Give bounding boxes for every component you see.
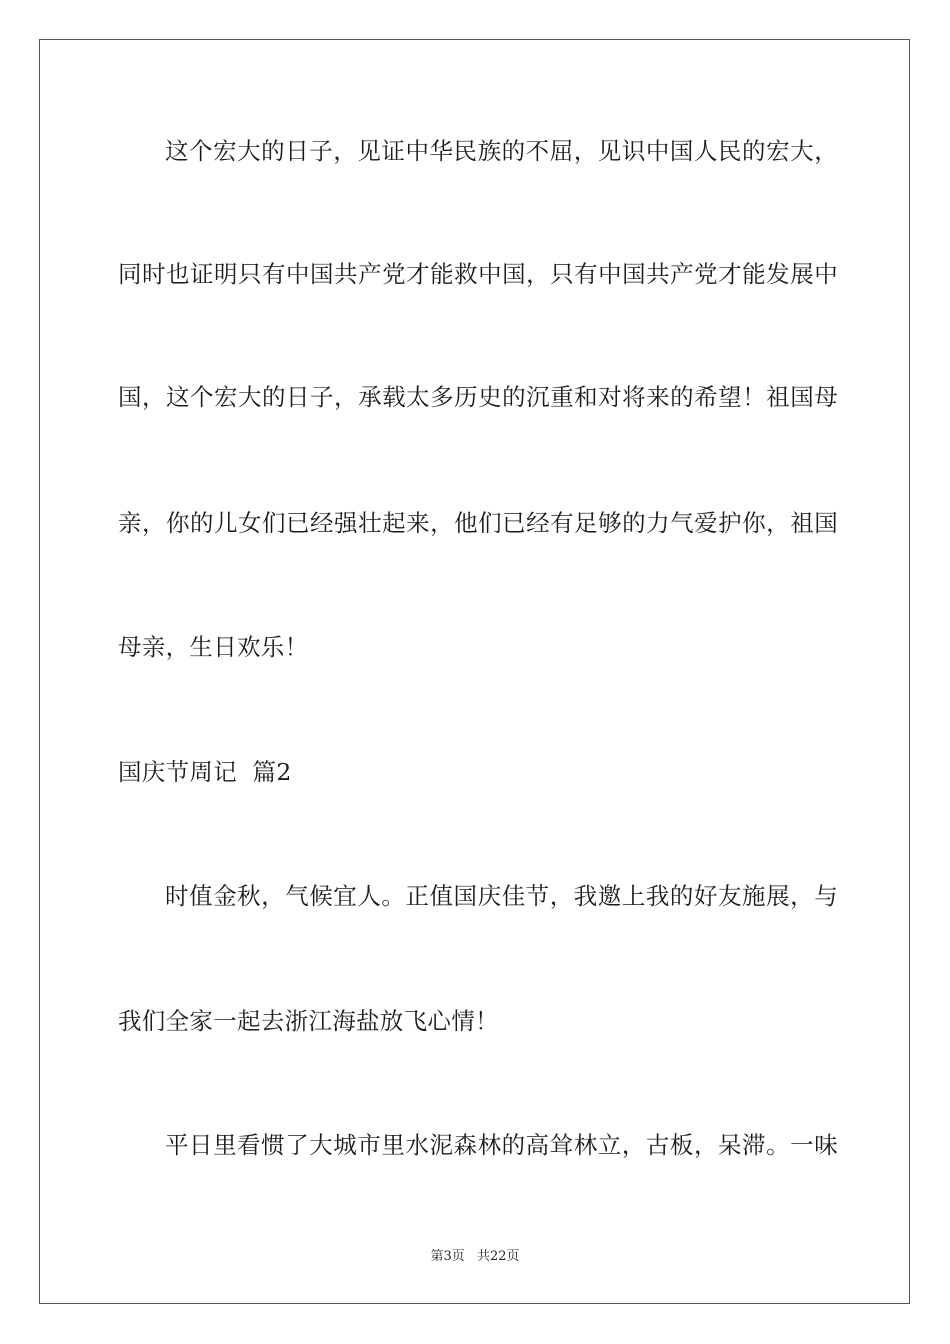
paragraph-line-9: 平日里看惯了大城市里水泥森林的高耸林立，古板，呆滞。一味: [165, 1131, 838, 1159]
page-number: 第3页: [430, 1249, 465, 1264]
paragraph-line-1: 这个宏大的日子，见证中华民族的不屈，见识中国人民的宏大，: [165, 137, 838, 165]
paragraph-line-8: 我们全家一起去浙江海盐放飞心情！: [118, 1007, 499, 1035]
page-frame: [39, 39, 910, 1304]
paragraph-line-5: 母亲，生日欢乐！: [118, 633, 309, 661]
paragraph-line-2: 同时也证明只有中国共产党才能救中国，只有中国共产党才能发展中: [118, 260, 838, 288]
paragraph-line-4: 亲，你的儿女们已经强壮起来，他们已经有足够的力气爱护你，祖国: [118, 509, 838, 537]
page-total: 共22页: [476, 1249, 520, 1264]
paragraph-line-7: 时值金秋，气候宜人。正值国庆佳节，我邀上我的好友施展，与: [165, 882, 838, 910]
paragraph-line-3: 国，这个宏大的日子，承载太多历史的沉重和对将来的希望！祖国母: [118, 383, 838, 411]
section-heading: 国庆节周记 篇2: [118, 758, 292, 786]
page-footer: [0, 1245, 950, 1264]
